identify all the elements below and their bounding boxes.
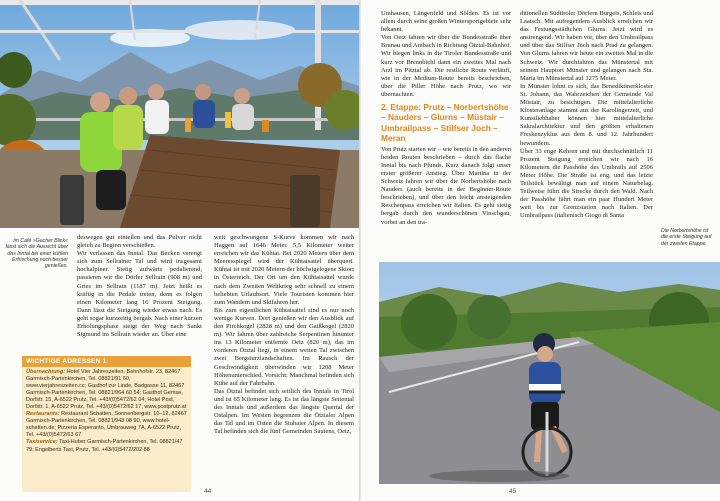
photo-caption: Im Café »Gacher Blick« lässt sich die Aussicht über das Inntal bei einer kühlen Erfrischung noch besser genießen. xyxy=(5,238,68,270)
infobox-entry xyxy=(26,439,187,453)
entry-text: Taxi-Huber Garmisch-Partenkirchen, Tel. 08821/47 79; Engelberts Taxi, Prutz, Tel. +43/(0)5472/202 88 xyxy=(26,439,183,453)
stage-heading: 2. Etappe: Prutz – Norbertshöhe – Nauders – Glurns – Müstair – Umbrailpass – Stilfser Joch – Meran xyxy=(381,102,509,144)
entry-text: Restaurant Schatten, Sonnenbergstr. 10–12, 82467 Garmisch-Partenkirchen, Tel. 08821/943 08 90, www.hotel-schatten.de; Pizzeria Esperanto, Umbrauweg 7A, A-6522 Prutz, Tel. +43/(0)5472/63 67 xyxy=(26,411,187,439)
infobox-body xyxy=(22,367,191,456)
paragraph: Von Prutz starten wir – wie bereits in den anderen beiden Routen beschrieben – durch das flache Inntal bis nach Pfunds. Kurz danach folgt unser erster größerer Anstieg. Über Martina in der Schweiz fahren wir über die Norbertshöhe nach Nauders (auch bereits in der Beginner-Route beschrieben), und über den leicht ansteigenden Reschenpass erreichen wir Italien. Es geht stetig bergab durch den wunderschönen Vinschgau, vorbei an den tra- xyxy=(381,145,511,226)
cyclist-road-photo xyxy=(379,262,720,484)
entry-label: Restaurants: xyxy=(26,411,60,418)
entry-label: Übernachtung: xyxy=(26,369,66,375)
paragraph: deswegen gut einteilen und das Pulver nicht gleich zu Beginn verschießen. xyxy=(77,234,202,250)
paragraph: Umhausen, Längenfeld und Sölden. Es ist vor allem durch seine großen Wintersportgebiete sehr bekannt. xyxy=(381,10,511,34)
page-number: 44 xyxy=(204,488,212,495)
entry-text: Hotel Vier Jahreszeiten, Bahnhofstr. 23, 82467 Garmisch-Partenkirchen, Tel. 08821/91 60, www.vierjahreszeiten.cc; Gasthof zur Linde, Badgasse 11, 82467 Garmisch-Partenkirchen, Tel. 08821/964 60 54; Gasthof Gemse, Dorfstr. 15, A-6522 Prutz, Tel. +43/(0)5472/62 04; Hotel Post, Dorfstr. 1, A-6522 Prutz, Tel. +43/(0)5472/62 17, www.postprutz.at xyxy=(26,369,187,411)
page-number: 45 xyxy=(509,488,517,495)
paragraph: weit geschwungene S-Kurve kommen wir nach Haggen auf 1646 Meter. 5,5 Kilometer weiter erreichen wir das Kühtai. Bei 2020 Metern über dem Meeresspiegel wird der Kühtaisattel überquert. Kühtai ist mit 2020 Metern der höchstgelegene Skiort in Österreich. Der Ort um den Kühtaisattel wurde nach dem Zweiten Weltkrieg sehr schnell zu einem beliebten Urlaubsort. Viele Touristen kommen hier zum Wandern und Skifahren her. xyxy=(214,234,354,306)
paragraph: Über 33 enge Kehren und mit durchschnittlich 11 Prozent Steigung erreichen wir nach 16 Kilometern die Passhöhe des Umbrails auf 2506 Meter Höhe. Die Straße ist eng, und das letzte Teilstück bewältigt man auf einem Naturbelag. Teilweise führt die Strecke durch den Wald. Nach der Passhöhe fährt man ein paar Hundert Meter weit bis zur Grenzstation nach Italien. Der Umbrailpass (italienisch Giogo di Santa xyxy=(520,147,653,220)
photo-caption: Die Norbertshöhe ist die erste Steigung auf der zweiten Etappe. xyxy=(661,228,712,247)
paragraph: ditionellen Südtiroler Dörfern Burgeis, Schleis und Laatsch. Mit aufregendem Ausblick erreichen wir das Festungsstädtchen Glurns. Jetzt wird es anstrengend. Wir haben vor, über den Umbrailpass und über das Stilfser Joch nach Prad zu gelangen. Von Glurns fahren wir heute ein zweites Mal in die Schweiz. Wir durchfahren das Münstertal mit seinem Hauptort Münster und gelangen nach Sta. Maria im Münstertal auf 1275 Meter. xyxy=(520,10,653,82)
infobox-entry xyxy=(26,369,187,411)
paragraph: In Münster lohnt es sich, das Benediktinerkloster St. Johann, das Wahrzeichen der Gemeinde Val Müstair, zu besichtigen. Die mittelalterliche Klosteranlage stammt aus der Karolingerzeit, und Kunstliebhaber können hier mittelalterliche Sakralarchitektur und den größten erhaltenen Freskenzyklus aus dem 8. und 12. Jahrhundert bewundern. xyxy=(520,82,653,147)
text-column xyxy=(214,234,354,436)
entry-label: Taxiservice: xyxy=(26,439,58,446)
infobox-entry xyxy=(26,411,187,439)
text-column xyxy=(381,10,511,227)
left-page xyxy=(0,0,359,501)
cafe-terrace-photo xyxy=(0,0,359,228)
infobox-title: WICHTIGE ADRESSEN 1 xyxy=(22,356,191,367)
text-column xyxy=(520,10,653,220)
right-page xyxy=(361,0,720,501)
address-infobox xyxy=(22,356,191,492)
paragraph: Das Ötztal befindet sich seitlich des Inntals in Tirol und ist 65 Kilometer lang. Es ist das längste Seitental des Inntals und außerdem das längste Quertal der Ostalpen. Im Westen begrenzen die Ötztaler Alpen das Tal und im Osten die Stubaier Alpen. In diesem Tal befinden sich die fünf Gemeinden Sautens, Oetz, xyxy=(214,387,354,436)
paragraph: Von Oetz fahren wir über die Bundesstraße über Brunau und Ambach in Richtung Ötztal-Bahnhof. Wir biegen links in die Tiroler Bundesstraße und kurz vor Brennbichl dann ein zweites Mal nach Arzl im Pitztal ab. Die restliche Route verläuft, wie in der Medium-Route bereits beschrieben, über die Piller Höhe nach Prutz, wo wir übernachten. xyxy=(381,34,511,98)
paragraph: Bis zum eigentlichen Kühtaisattel sind es nur noch wenige Kurven. Dort genießen wir den Ausblick auf den Pirchkogel (2828 m) und den Gaißkogel (2820 m). Wir fahren über zahlreiche Serpentinen hinunter ins 13 Kilometer entfernte Oetz (820 m), das im vorderen Ötztal liegt, in einem weiten Tal zwischen zwei Bergsturzlandschaften. Im Rausch der Geschwindigkeit überwinden wir 1208 Meter Höhenunterschied. Vorsicht: Manchmal befinden sich Kühe auf der Fahrbahn. xyxy=(214,306,354,387)
text-column xyxy=(77,234,202,339)
paragraph: Wir verlassen das Inntal. Das Becken verengt sich zum Sellrainer Tal und wird insgesamt hochalpiner. Stetig aufwärts pedalierend, passieren wir die Dörfer Sellrain (908 m) und Gries im Sellrain (1187 m). Jetzt heißt es kräftig in die Pedale treten, denn es folgen einen Kilometer lang 16 Prozent Steigung. Dann lässt die Steigung wieder etwas nach. Es geht sogar kurzzeitig bergab. Nach einer kurzen Erholungsphase steigt der Weg nach Sankt Sigmund im Sellrain wieder an. Über eine xyxy=(77,250,202,339)
